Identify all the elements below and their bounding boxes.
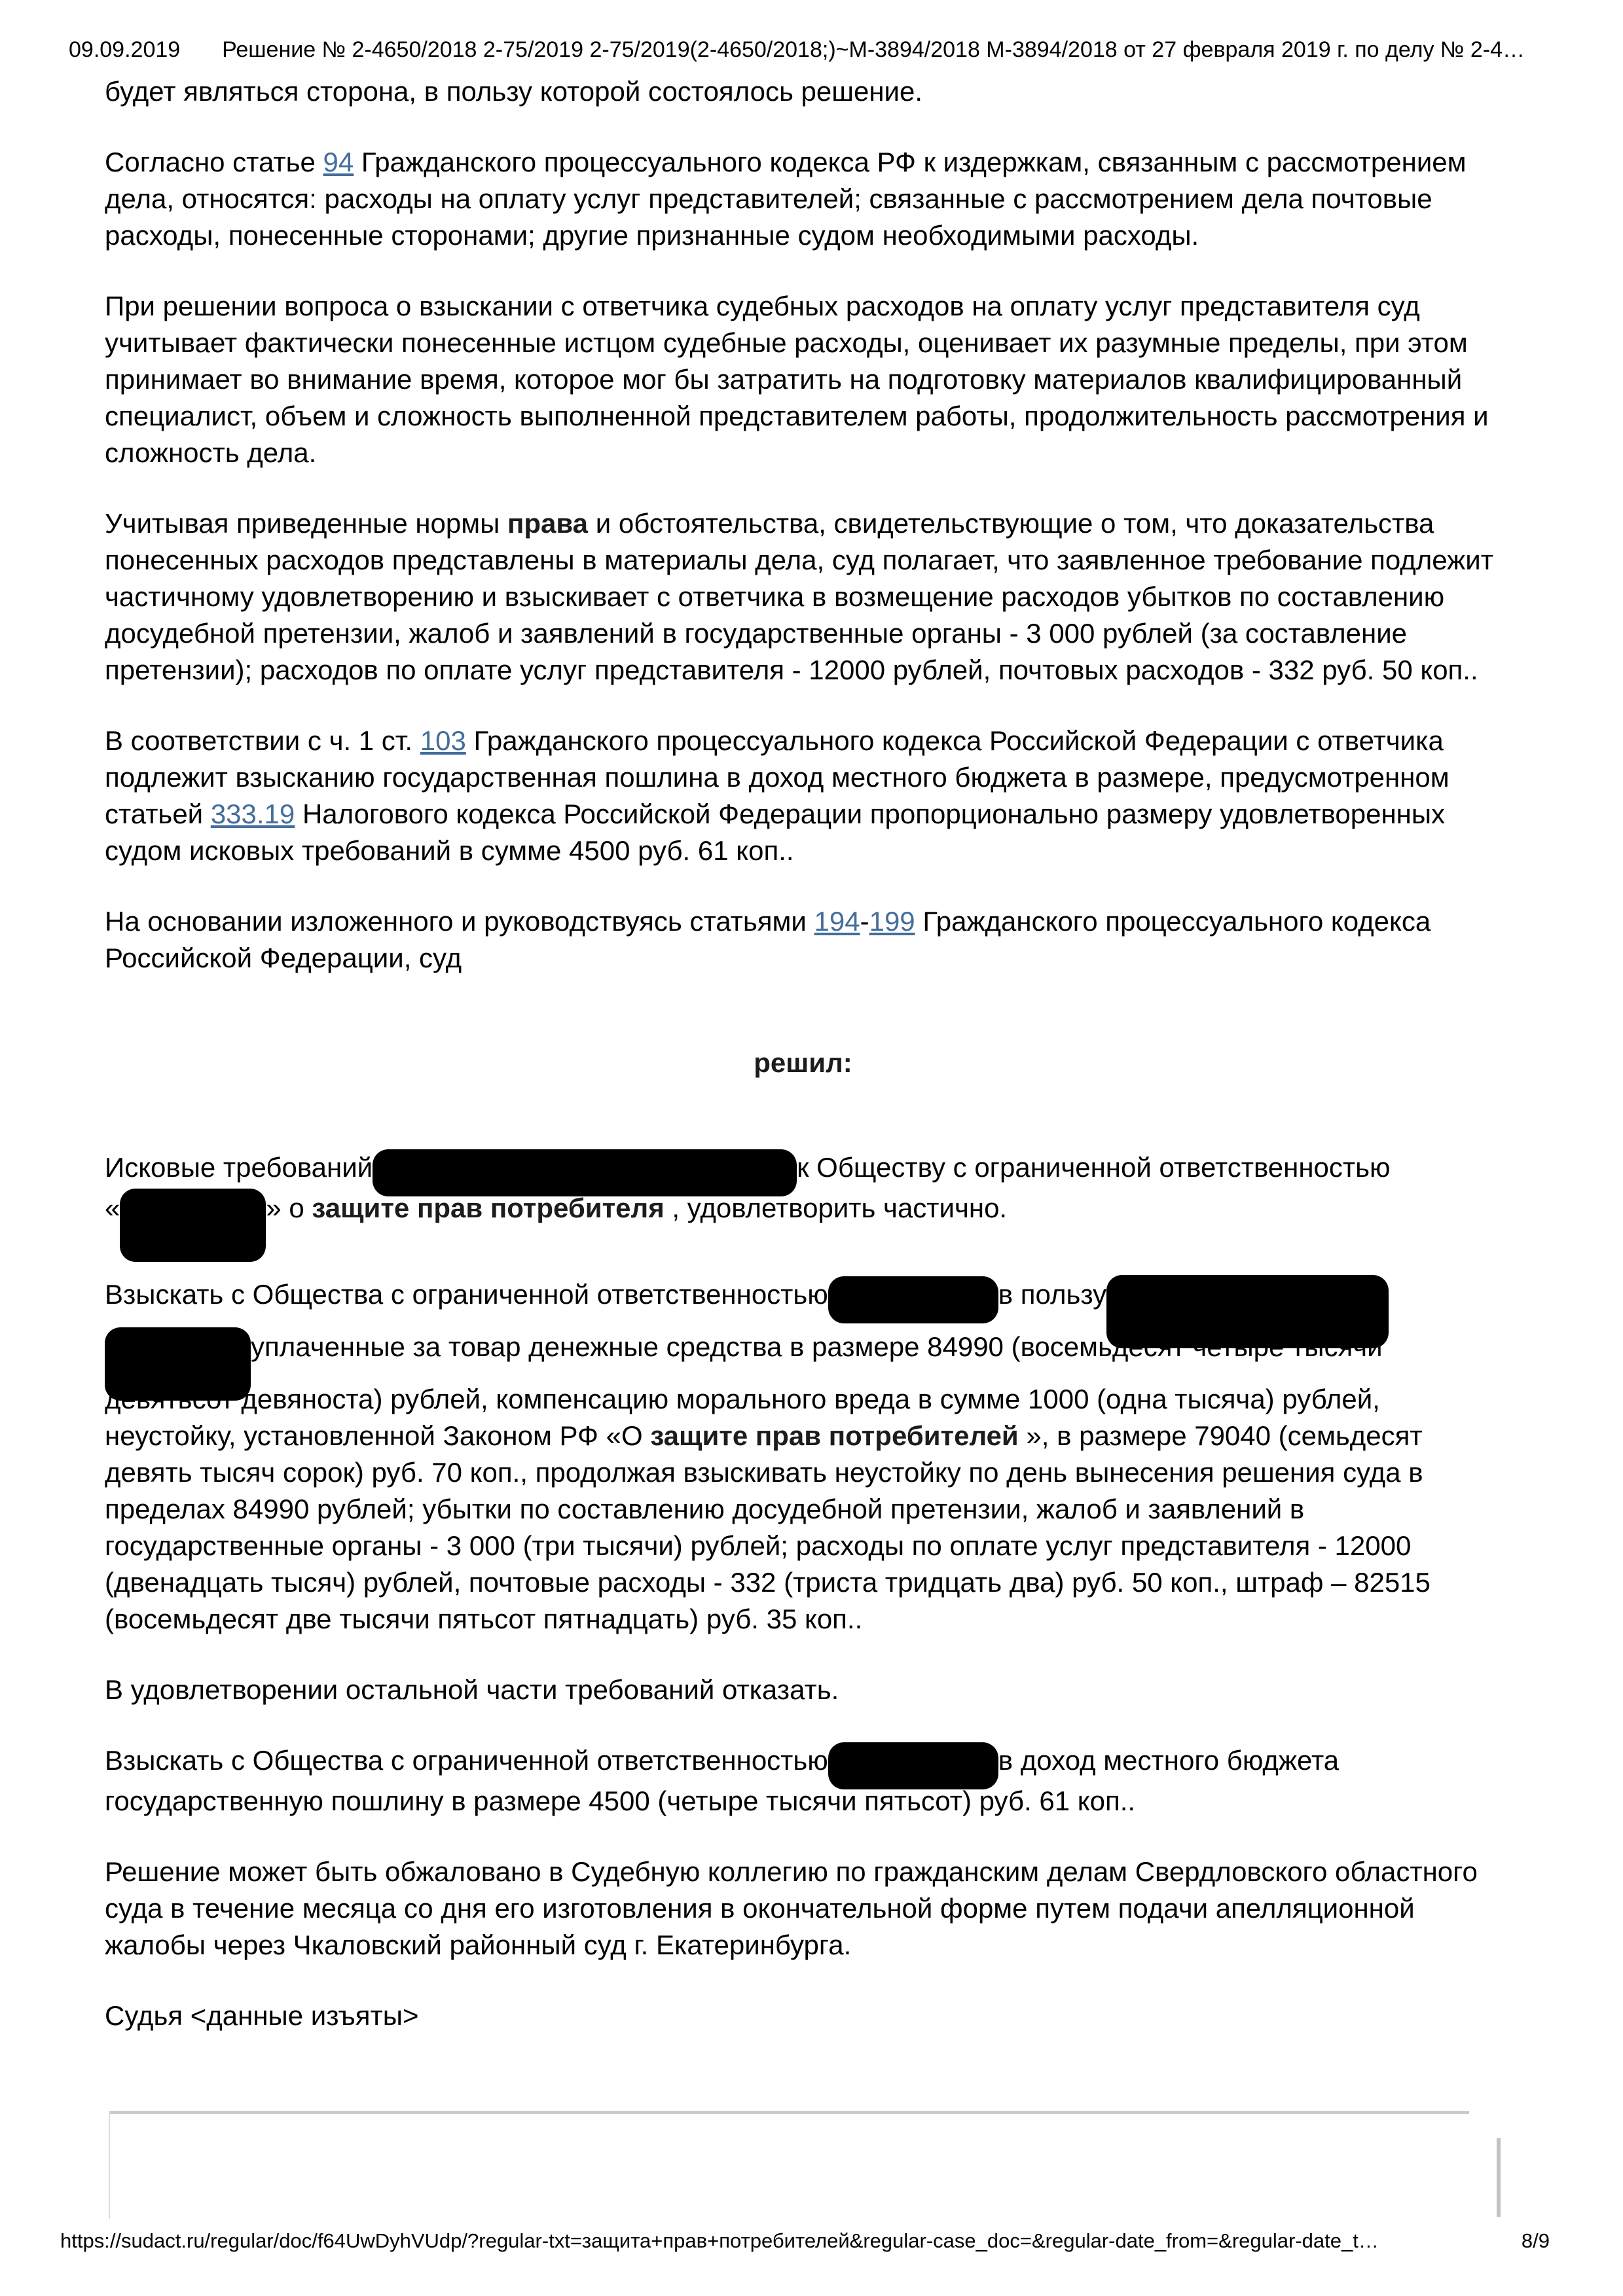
text-run: » (266, 1193, 282, 1223)
decision-text (105, 73, 1501, 2034)
text-run: и обстоятельства, свидетельствующие о том, что доказательства понесенных расходов представлены в материалы дела, суд полагает, что заявленное требование подлежит частичному удовлетворению и взыскивает с ответчика в возмещение расходов убытков по составлению досудебной претензии, жалоб и заявлений в государственные органы - 3 000 рублей (за составление претензии); расходов по оплате услуг представителя - 12000 рублей, почтовых расходов - 332 руб. 50 коп.. (105, 508, 1493, 685)
statute-link[interactable]: 199 (869, 906, 915, 937)
para-article-94 (105, 144, 1501, 254)
highlighted-term: решил: (754, 1047, 852, 1078)
statute-link[interactable]: 103 (420, 725, 466, 756)
redaction-bar (120, 1189, 266, 1262)
text-run: Учитывая приведенные нормы (105, 508, 508, 539)
text-run: будет являться сторона, в пользу которой состоялось решение. (105, 76, 923, 107)
text-run: Гражданского процессуального кодекса Российской Федерации, суд (105, 906, 1431, 973)
print-header (69, 37, 1567, 63)
highlighted-term: защите прав потребителей (650, 1420, 1019, 1451)
text-run: Гражданского процессуального кодекса Российской Федерации с ответчика подлежит взысканию государственная пошлина в доход местного бюджета в размере, предусмотренном статьей (105, 725, 1450, 829)
redacted-quote-group (105, 1193, 282, 1223)
text-run: Налогового кодекса Российской Федерации пропорционально размеру удовлетворенных судом исковых требований в сумме 4500 руб. 61 коп.. (105, 798, 1446, 866)
para-guided-by (105, 903, 1501, 977)
document-title: Решение № 2-4650/2018 2-75/2019 2-75/2019(2-4650/2018;)~М-3894/2018 М-3894/2018 от 27 февраля 2019 г. по делу № 2-4… (222, 37, 1525, 62)
decision-heading (105, 1045, 1501, 1081)
para-partial-award (105, 505, 1501, 689)
para-costs-winner (105, 73, 1501, 110)
embed-top-border (110, 2111, 1469, 2114)
text-run: Взыскать с Общества с ограниченной ответственностью (105, 1279, 828, 1310)
highlighted-term: защите прав потребителя (312, 1193, 665, 1223)
text-run: Решение может быть обжаловано в Судебную коллегию по гражданским делам Свердловского областного суда в течение месяца со дня его изготовления в окончательной форме путем подачи апелляционной жалобы через Чкаловский районный суд г. Екатеринбурга. (105, 1856, 1478, 1960)
para-judge (105, 1998, 1501, 2034)
para-deny-rest (105, 1672, 1501, 1708)
text-run: При решении вопроса о взыскании с ответчика судебных расходов на оплату услуг представителя суд учитывает фактически понесенные истцом судебные расходы, оценивает их разумные пределы, при этом принимает во внимание время, которое мог бы затратить на подготовку материалов квалифицированный специалист, объем и сложность выполненной представителем работы, продолжительность рассмотрения и сложность дела. (105, 291, 1489, 468)
scrollbar-thumb[interactable] (1497, 2138, 1501, 2217)
text-run: о (281, 1193, 312, 1223)
statute-link[interactable]: 333.19 (210, 798, 295, 829)
para-representative-costs (105, 288, 1501, 471)
highlighted-term: права (507, 508, 589, 539)
page-number: 8/9 (1521, 2229, 1550, 2252)
text-run: в пользу (998, 1279, 1107, 1310)
text-run: Исковые требований (105, 1152, 373, 1183)
text-run: Согласно статье (105, 147, 323, 177)
para-award-details (105, 1276, 1501, 1638)
text-run: В соответствии с ч. 1 ст. (105, 725, 420, 756)
embed-placeholder (109, 2111, 1501, 2219)
text-run: уплаченные за товар денежные средства в размере 84990 (восемьдесят четыре тысячи девятьсот девяноста) рублей, компенсацию морального вреда в сумме 1000 (одна тысяча) рублей, неустойку, установленной Законом РФ «О (105, 1331, 1383, 1451)
redaction-bar (828, 1276, 998, 1323)
text-run: к Обществу с ограниченной ответственностью (797, 1152, 1391, 1183)
text-run: Судья <данные изъяты> (105, 2000, 419, 2031)
text-run: В удовлетворении остальной части требований отказать. (105, 1674, 839, 1705)
text-run: Взыскать с Общества с ограниченной ответственностью (105, 1745, 828, 1776)
para-state-duty-basis (105, 723, 1501, 869)
text-run: в доход местного бюджета государственную пошлину в размере 4500 (четыре тысячи пятьсот) руб. 61 коп.. (105, 1745, 1340, 1816)
text-run: Гражданского процессуального кодекса РФ к издержкам, связанным с рассмотрением дела, относятся: расходы на оплату услуг представителей; связанные с рассмотрением дела почтовые расходы, понесенные сторонами; другие признанные судом необходимыми расходы. (105, 147, 1467, 251)
text-run: На основании изложенного и руководствуясь статьями (105, 906, 814, 937)
para-duty-award (105, 1742, 1501, 1820)
text-run: , удовлетворить частично. (664, 1193, 1008, 1223)
print-footer (60, 2229, 1550, 2253)
redaction-bar (828, 1742, 998, 1789)
text-run: - (860, 906, 869, 937)
para-appeal (105, 1854, 1501, 1964)
text-run: », в размере 79040 (семьдесят девять тысяч сорок) руб. 70 коп., продолжая взыскивать неустойку по день вынесения решения суда в пределах 84990 рублей; убытки по составлению досудебной претензии, жалоб и заявлений в государственные органы - 3 000 (три тысячи) рублей; расходы по оплате услуг представителя - 12000 (двенадцать тысяч) рублей, почтовые расходы - 332 (триста тридцать два) руб. 50 коп., штраф – 82515 (восемьдесят две тысячи пятьсот пятнадцать) руб. 35 коп.. (105, 1420, 1431, 1634)
print-date: 09.09.2019 (69, 37, 181, 62)
text-run: « (105, 1193, 120, 1223)
redaction-bar (373, 1149, 797, 1196)
statute-link[interactable]: 194 (814, 906, 860, 937)
statute-link[interactable]: 94 (323, 147, 354, 177)
source-url: https://sudact.ru/regular/doc/f64UwDyhVUdp/?regular-txt=защита+прав+потребителей&regular-case_doc=&regular-date_from=&regular-date_t… (60, 2229, 1379, 2252)
para-claims-satisfied (105, 1149, 1501, 1242)
